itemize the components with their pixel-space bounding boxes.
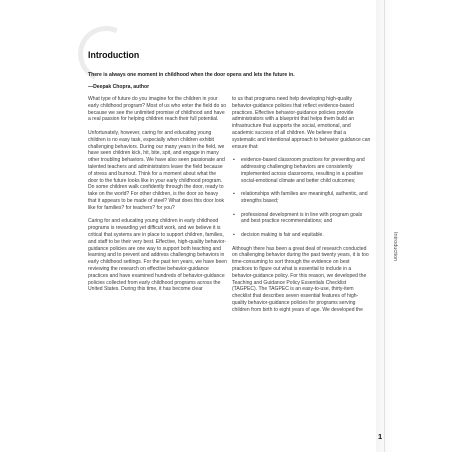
paragraph: to us that programs need help developing high-quality behavior-guidance policies that reflect evidence-based practices. Effective behavior-guidance policies provide administrators with a blueprint that helps them build an infrastructure that supports the social, emotional, and academic success of all children. We believe that a systematic and intentional approach to behavior guidance can ensure that: [232, 96, 371, 150]
bullet-icon: ▪ [233, 211, 235, 218]
list-item [232, 191, 371, 205]
page-number: 1 [378, 432, 383, 441]
tab-divider [384, 0, 385, 452]
bullet-icon: ▪ [233, 191, 235, 198]
section-title: Introduction [88, 50, 140, 60]
right-column [232, 96, 371, 320]
list-item-text: relationships with families are meaningful, authentic, and strengths based; [241, 191, 368, 204]
paragraph: Caring for and educating young children in early childhood programs is rewarding yet difficult work, and we believe it is critical that systems are in place to support children, families, and staff to be their very best. Effective, high-quality behavior-guidance policies are one way to support both teaching and learning and to prevent and address challenging behaviors in early childhood settings. For the past ten years, we have been reviewing the research on effective behavior-guidance practices and have examined hundreds of behavior-guidance policies collected from early childhood programs across the United States. During this time, it has become clear [88, 218, 227, 293]
bullet-icon: ▪ [233, 231, 235, 238]
epigraph-quote: There is always one moment in childhood when the door opens and lets the future in. [88, 72, 295, 78]
list-item-text: decision making is fair and equitable. [241, 231, 324, 238]
list-item-text: professional development is in line with program goals and best practice recommendations; and [241, 211, 363, 225]
section-tab [376, 0, 452, 452]
section-side-label: Introduction [392, 232, 398, 262]
paragraph: What type of future do you imagine for the children in your early childhood program? Most of us who enter the field do so because we see the unlimited promise of childhood and have a real passion for helping children reach their full potential. [88, 96, 227, 123]
list-item [232, 212, 371, 226]
paragraph: Unfortunately, however, caring for and educating young children is no easy task, especially when children exhibit challenging behaviors. During our many years in the field, we have seen children kick, hit, bite, spit, and engage in many other troubling behaviors. We have also seen passionate and talented teachers and administrators leave the field because of stress and burnout. Think for a moment about what the door to the future looks like in your early childhood program. Do some children walk confidently through the door, ready to take on the world? For other children, is the door so heavy that it appears to be made of steel? What does this door look like for families? for teachers? for you? [88, 129, 225, 211]
paragraph: Although there has been a great deal of research conducted on challenging behavior during the past twenty years, it is too time-consuming to sort through the evidence on best practices to figure out what is essential to include in a behavior-guidance policy. For this reason, we developed the Teaching and Guidance Policy Essentials Checklist (TAGPEC). The TAGPEC is an easy-to-use, thirty-item checklist that describes seven essential features of high-quality behavior-guidance policies for programs serving children from birth to eight years of age. We developed the [232, 245, 369, 313]
list-item-text: evidence-based classroom practices for preventing and addressing challenging behaviors are consistently implemented across classrooms, resulting in a positive social-emotional climate and better child outcomes; [241, 157, 365, 184]
bullet-list [232, 157, 371, 239]
list-item [232, 232, 371, 239]
epigraph-attribution: —Deepak Chopra, author [88, 84, 150, 90]
bullet-icon: ▪ [233, 157, 235, 164]
list-item [232, 157, 371, 184]
left-column [88, 96, 227, 300]
